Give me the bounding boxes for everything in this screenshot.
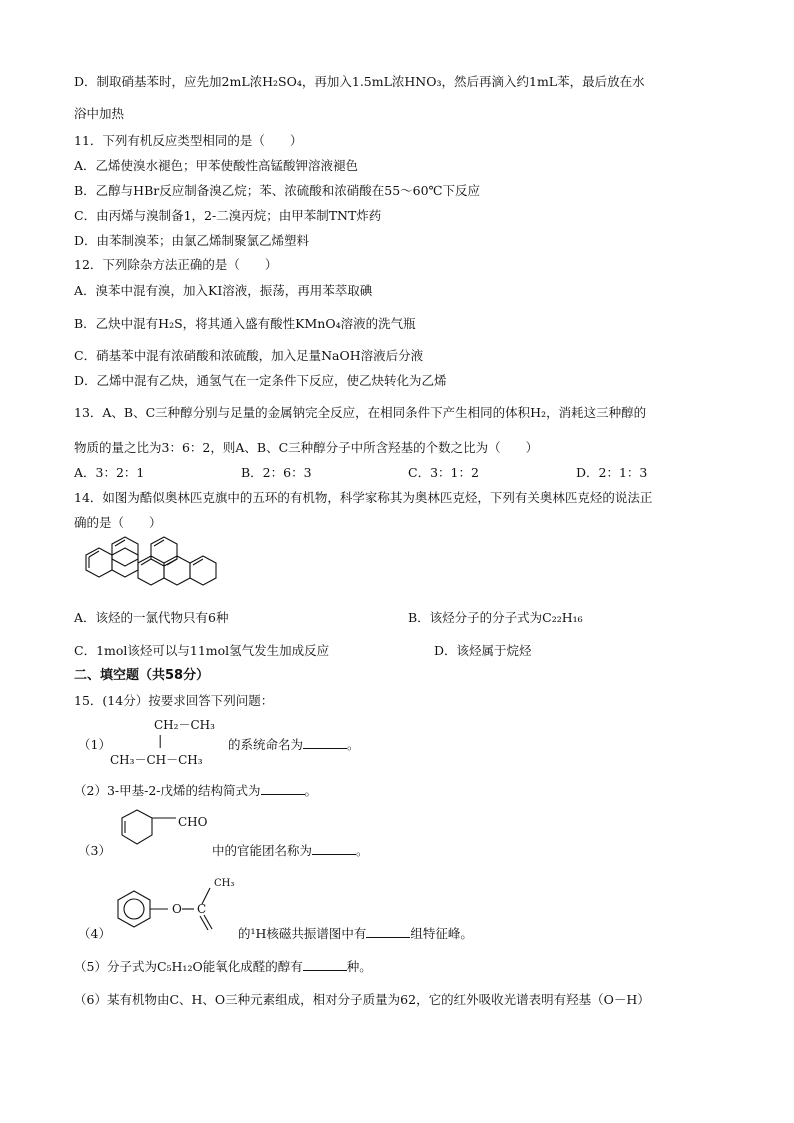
q15-part2 bbox=[74, 783, 317, 799]
q15-part3-number: （3） bbox=[78, 843, 111, 858]
q11-option-c: C．由丙烯与溴制备1，2-二溴丙烷；由甲苯制TNT炸药 bbox=[74, 208, 382, 223]
q15-part4-number: （4） bbox=[78, 926, 111, 941]
q15-part2-end: 。 bbox=[304, 783, 318, 798]
q14-option-b: B．该烃分子的分子式为C₂₂H₁₆ bbox=[408, 610, 583, 625]
q12-option-d: D．乙烯中混有乙炔，通氢气在一定条件下反应，使乙炔转化为乙烯 bbox=[74, 373, 447, 388]
q15-part1-bond: | bbox=[158, 734, 163, 749]
q10-option-d-line2: 浴中加热 bbox=[74, 106, 125, 121]
answer-blank[interactable] bbox=[303, 959, 347, 971]
cyclohexene-carbaldehyde-structure bbox=[110, 803, 200, 863]
answer-blank[interactable] bbox=[261, 783, 305, 795]
section-title: 二、填空题（共58分） bbox=[74, 668, 210, 683]
q12-option-c: C．硝基苯中混有浓硝酸和浓硫酸，加入足量NaOH溶液后分液 bbox=[74, 348, 424, 363]
q15-part4-label: 的¹H核磁共振谱图中有 bbox=[238, 926, 367, 941]
q14-stem-line1: 14．如图为酷似奥林匹克旗中的五环的有机物，科学家称其为奥林匹克烃，下列有关奥林匹克烃的说法正 bbox=[74, 490, 653, 505]
q15-part4-methyl: CH₃ bbox=[214, 878, 235, 889]
q13-option-c: C．3：1：2 bbox=[408, 465, 479, 480]
q11-stem: 11．下列有机反应类型相同的是（ ） bbox=[74, 133, 303, 148]
q15-part4-carbon: C bbox=[197, 902, 207, 916]
q13-option-a: A．3：2：1 bbox=[74, 465, 145, 480]
q12-stem: 12．下列除杂方法正确的是（ ） bbox=[74, 257, 278, 272]
answer-blank[interactable] bbox=[303, 737, 347, 749]
q12-option-b: B．乙炔中混有H₂S，将其通入盛有酸性KMnO₄溶液的洗气瓶 bbox=[74, 316, 416, 331]
q15-part1-formula-top: CH₂－CH₃ bbox=[154, 718, 215, 732]
q14-option-a: A．该烃的一氯代物只有6种 bbox=[74, 610, 229, 625]
answer-blank[interactable] bbox=[366, 926, 410, 938]
answer-blank[interactable] bbox=[312, 843, 356, 855]
q15-stem: 15．(14分）按要求回答下列问题： bbox=[74, 693, 274, 708]
q15-part1-label: 的系统命名为 bbox=[228, 737, 304, 752]
q15-part1-formula-bottom: CH₃－CH－CH₃ bbox=[110, 753, 203, 767]
q15-part1-text bbox=[228, 737, 360, 753]
q14-option-d: D．该烃属于烷烃 bbox=[434, 643, 532, 658]
q14-stem-line2: 确的是（ ） bbox=[74, 515, 162, 530]
q15-part6: （6）某有机物由C、H、O三种元素组成，相对分子质量为62，它的红外吸收光谱表明有羟基（O－H） bbox=[74, 992, 650, 1007]
q11-option-b: B．乙醇与HBr反应制备溴乙烷；苯、浓硫酸和浓硝酸在55～60℃下反应 bbox=[74, 183, 481, 198]
q15-part3-end: 。 bbox=[356, 843, 369, 858]
q15-part4-end: 组特征峰。 bbox=[410, 926, 473, 941]
q15-part5 bbox=[74, 959, 372, 975]
q11-option-d: D．由苯制溴苯；由氯乙烯制聚氯乙烯塑料 bbox=[74, 233, 310, 248]
q15-part5-label: （5）分子式为C₅H₁₂O能氧化成醛的醇有 bbox=[74, 959, 303, 974]
q13-option-d: D．2：1：3 bbox=[576, 465, 648, 480]
q15-part2-label: （2）3-甲基-2-戊烯的结构简式为 bbox=[74, 783, 261, 798]
q15-part4-text bbox=[238, 926, 473, 942]
q15-part3-group: CHO bbox=[178, 815, 208, 829]
q13-stem-line2: 物质的量之比为3：6：2，则A、B、C三种醇分子中所含羟基的个数之比为（ ） bbox=[74, 440, 539, 455]
q15-part3-text bbox=[212, 843, 369, 859]
q10-option-d-line1: D．制取硝基苯时，应先加2mL浓H₂SO₄，再加入1.5mL浓HNO₃，然后再滴入约1mL苯，最后放在水 bbox=[74, 74, 645, 89]
q13-option-b: B．2：6：3 bbox=[241, 465, 312, 480]
q14-option-c: C．1mol该烃可以与11mol氢气发生加成反应 bbox=[74, 643, 330, 658]
olympic-hydrocarbon-structure bbox=[74, 536, 234, 596]
q12-option-a: A．溴苯中混有溴，加入KI溶液，振荡，再用苯萃取碘 bbox=[74, 283, 373, 298]
q15-part4-oxygen: O bbox=[172, 902, 182, 916]
q15-part1-end: 。 bbox=[347, 737, 360, 752]
q15-part1-number: （1） bbox=[78, 737, 111, 752]
q15-part3-label: 中的官能团名称为 bbox=[212, 843, 313, 858]
q11-option-a: A．乙烯使溴水褪色；甲苯使酸性高锰酸钾溶液褪色 bbox=[74, 158, 359, 173]
q15-part5-end: 种。 bbox=[346, 959, 372, 974]
q13-stem-line1: 13．A、B、C三种醇分别与足量的金属钠完全反应，在相同条件下产生相同的体积H₂，消耗这三种醇的 bbox=[74, 405, 647, 420]
